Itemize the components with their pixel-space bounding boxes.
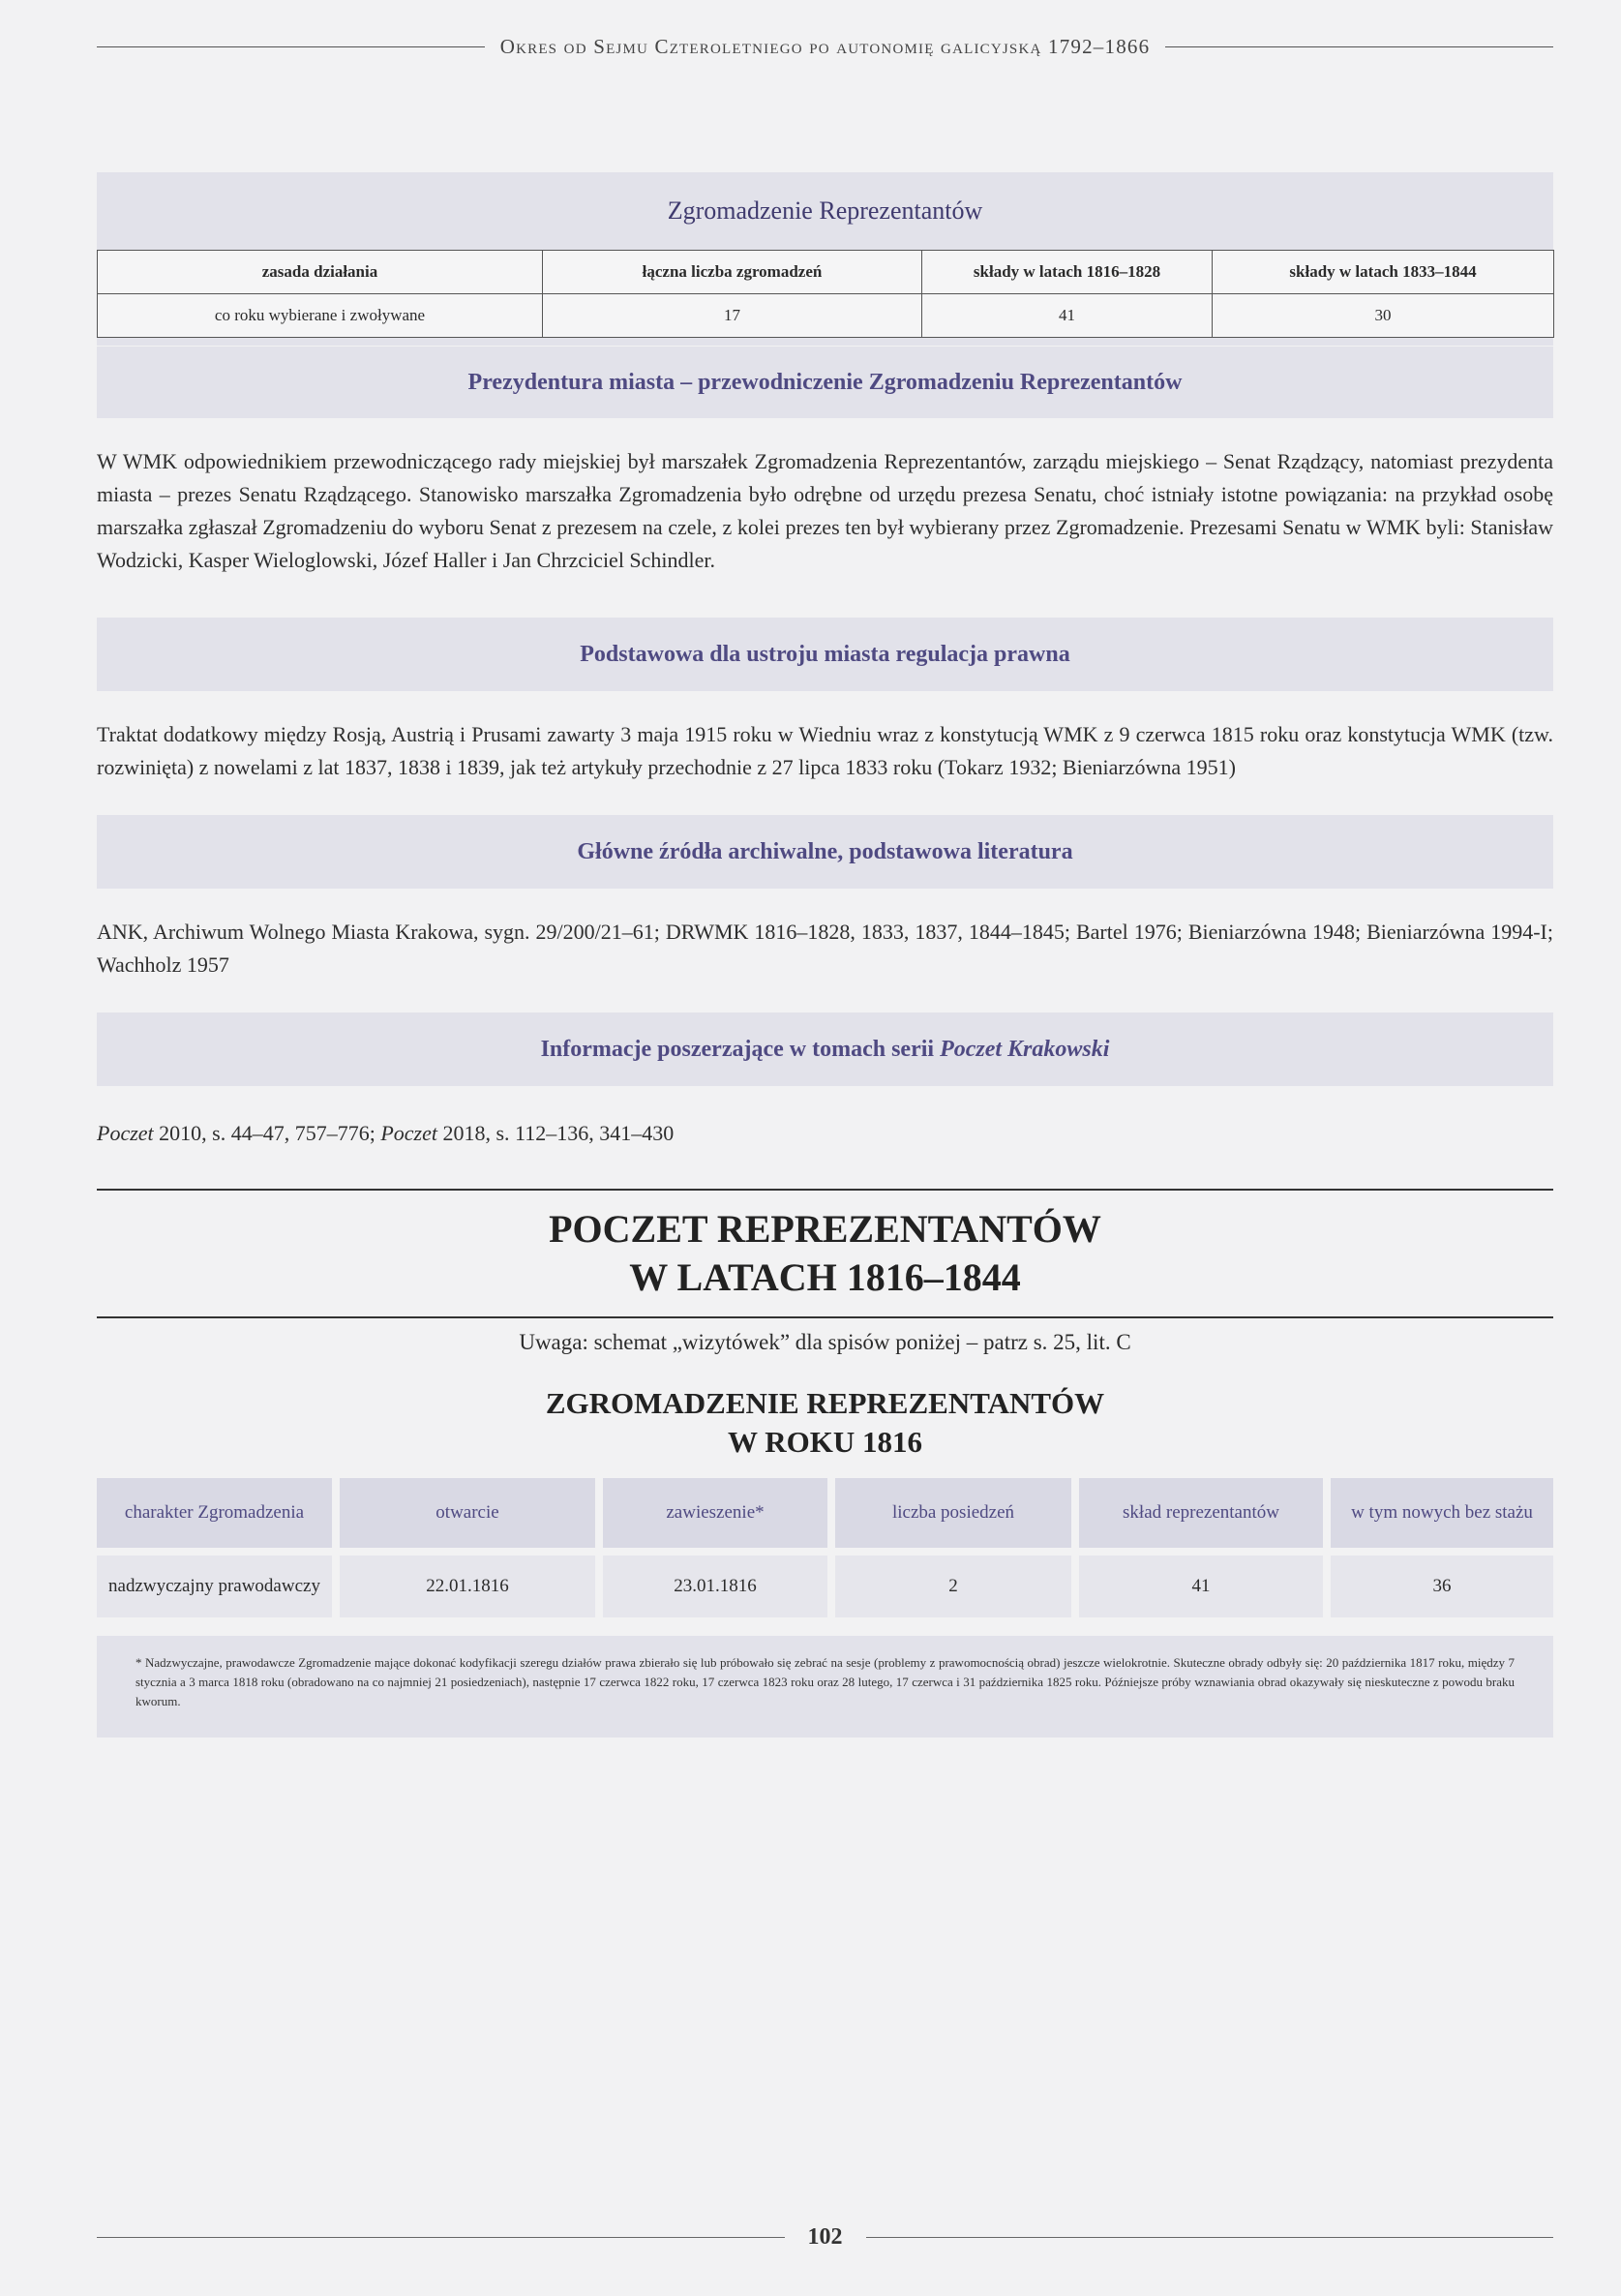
- zgromadzenie-table: [97, 250, 1554, 338]
- section-zrodla-title: [97, 815, 1553, 889]
- stat-header: zawieszenie*: [603, 1478, 827, 1548]
- zgromadzenie-table-wrap: [97, 250, 1553, 346]
- stat-column: [835, 1478, 1071, 1617]
- section-zgromadzenie-title: [97, 172, 1553, 250]
- running-head-text: Okres od Sejmu Czteroletniego po autonomię galicyjską 1792–1866: [499, 34, 1151, 58]
- section-informacje-title-prefix: Informacje poszerzające w tomach serii: [540, 1037, 941, 1062]
- section-informacje-title-italic: Poczet Krakowski: [940, 1037, 1110, 1062]
- stat-value: 23.01.1816: [603, 1556, 827, 1617]
- table-row: [98, 294, 1554, 338]
- title-rule-top: [97, 1189, 1553, 1191]
- schema-note: Uwaga: schemat „wizytówek” dla spisów poniżej – patrz s. 25, lit. C: [519, 1330, 1131, 1354]
- subtitle-line2: W ROKU 1816: [728, 1425, 922, 1459]
- poczet-title-line2: W LATACH 1816–1844: [629, 1255, 1021, 1299]
- table-header-cell: łączna liczba zgromadzeń: [543, 251, 922, 294]
- section-prezydentura-title: [97, 347, 1553, 418]
- stat-header: charakter Zgromadzenia: [97, 1478, 332, 1548]
- table-header-cell: zasada działania: [98, 251, 543, 294]
- table-cell: 17: [543, 294, 922, 338]
- stat-value: 2: [835, 1556, 1071, 1617]
- footnote: * Nadzwyczajne, prawodawcze Zgromadzenie mające dokonać kodyfikacji szeregu działów prawa zbierało się lub próbowało się zebrać na sesje (problemy z prawomocnością obrad) jeszcze wielokrotnie. Skuteczne obrady odbyły się: 20 października 1817 roku, między 7 stycznia a 3 marca 1818 roku (obradowano na co najmniej 21 posiedzeniach), następnie 17 czerwca 1822 roku, 17 czerwca 1823 roku oraz 28 lutego, 17 czerwca i 31 października 1825 roku. Późniejsze próby wznawiania obrad okazywały się nieskuteczne z powodu braku kworum.: [97, 1636, 1553, 1737]
- stat-header: skład reprezentantów: [1079, 1478, 1323, 1548]
- stat-column: [97, 1478, 332, 1617]
- regulacja-paragraph: Traktat dodatkowy między Rosją, Austrią i Prusami zawarty 3 maja 1915 roku w Wiedniu wraz z konstytucją WMK z 9 czerwca 1815 roku oraz konstytucja WMK (tzw. rozwinięta) z nowelami z lat 1837, 1838 i 1839, jak też artykuły przechodnie z 27 lipca 1833 roku (Tokarz 1932; Bieniarzówna 1951): [97, 722, 1553, 779]
- stat-value: 36: [1331, 1556, 1553, 1617]
- stat-value: 22.01.1816: [340, 1556, 595, 1617]
- footer-rule-left: [97, 2237, 785, 2238]
- stat-header: otwarcie: [340, 1478, 595, 1548]
- footer-rule-right: [866, 2237, 1554, 2238]
- stat-header: w tym nowych bez stażu: [1331, 1478, 1553, 1548]
- zrodla-paragraph: ANK, Archiwum Wolnego Miasta Krakowa, sygn. 29/200/21–61; DRWMK 1816–1828, 1833, 1837, 1844–1845; Bartel 1976; Bieniarzówna 1948; Bieniarzówna 1994-I; Wachholz 1957: [97, 920, 1553, 977]
- table-header-cell: składy w latach 1816–1828: [922, 251, 1213, 294]
- section-zrodla-title-text: Główne źródła archiwalne, podstawowa literatura: [577, 839, 1073, 864]
- table-cell: 41: [922, 294, 1213, 338]
- section-informacje-title: [97, 1012, 1553, 1086]
- section-zgromadzenie-title-text: Zgromadzenie Reprezentantów: [667, 196, 983, 225]
- informacje-paragraph: [97, 1117, 1553, 1150]
- poczet-ref-1-pages: 2010, s. 44–47, 757–776;: [153, 1121, 381, 1145]
- stat-column: [340, 1478, 595, 1617]
- poczet-title: [97, 1205, 1553, 1302]
- page-footer: [97, 2222, 1553, 2251]
- table-header-row: [98, 251, 1554, 294]
- table-cell: 30: [1213, 294, 1554, 338]
- page-number: 102: [807, 2223, 843, 2250]
- stat-value: 41: [1079, 1556, 1323, 1617]
- title-rule-bottom: [97, 1316, 1553, 1318]
- poczet-title-line1: POCZET REPREZENTANTÓW: [549, 1207, 1101, 1251]
- poczet-ref-2: Poczet: [380, 1121, 437, 1145]
- section-prezydentura-title-text: Prezydentura miasta – przewodniczenie Zgromadzeniu Reprezentantów: [467, 370, 1183, 395]
- table-header-cell: składy w latach 1833–1844: [1213, 251, 1554, 294]
- running-head: [97, 27, 1553, 66]
- subtitle-line1: ZGROMADZENIE REPREZENTANTÓW: [545, 1386, 1105, 1420]
- running-head-rule-right: [1165, 46, 1553, 47]
- section-regulacja-title: [97, 618, 1553, 691]
- session-stats: [97, 1478, 1553, 1617]
- stat-header: liczba posiedzeń: [835, 1478, 1071, 1548]
- section-regulacja-title-text: Podstawowa dla ustroju miasta regulacja prawna: [580, 642, 1070, 667]
- table-cell: co roku wybierane i zwoływane: [98, 294, 543, 338]
- stat-column: [1331, 1478, 1553, 1617]
- stat-column: [603, 1478, 827, 1617]
- stat-value: nadzwyczajny prawodawczy: [97, 1556, 332, 1617]
- stat-column: [1079, 1478, 1323, 1617]
- running-head-rule-left: [97, 46, 485, 47]
- poczet-ref-2-pages: 2018, s. 112–136, 341–430: [437, 1121, 675, 1145]
- poczet-ref-1: Poczet: [97, 1121, 154, 1145]
- prezydentura-paragraph: W WMK odpowiednikiem przewodniczącego rady miejskiej był marszałek Zgromadzenia Reprezentantów, zarządu miejskiego – Senat Rządzący, natomiast prezydenta miasta – prezes Senatu Rządzącego. Stanowisko marszałka Zgromadzenia było odrębne od urzędu prezesa Senatu, choć istniały istotne powiązania: na przykład osobę marszałka zgłaszał Zgromadzeniu do wyboru Senat z prezesem na czele, z kolei prezes ten był wybierany przez Zgromadzenie. Prezesami Senatu w WMK byli: Stanisław Wodzicki, Kasper Wieloglowski, Józef Haller i Jan Chrzciciel Schindler.: [97, 449, 1553, 572]
- zgromadzenie-1816-title: [97, 1384, 1553, 1462]
